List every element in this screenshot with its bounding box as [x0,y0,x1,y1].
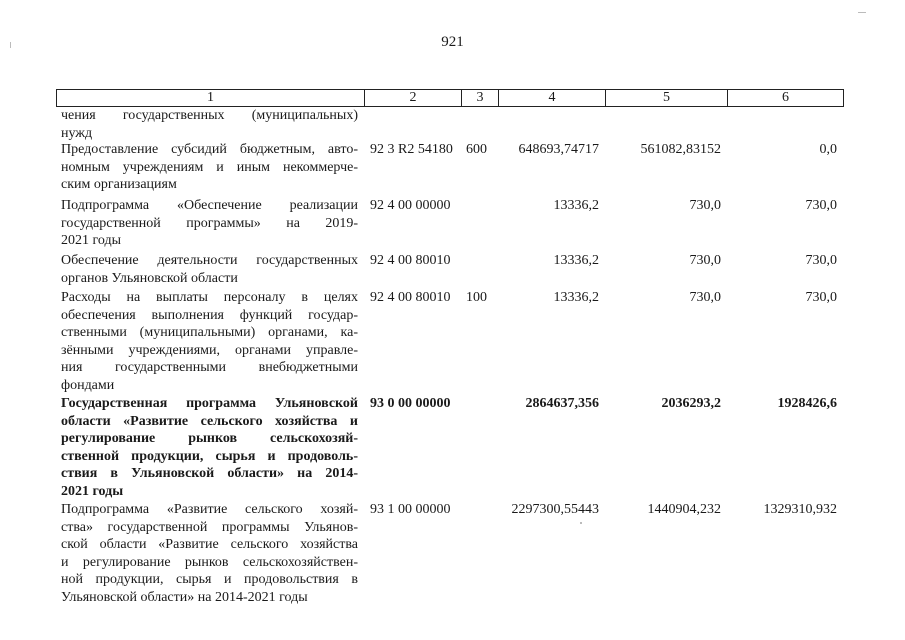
row-expense-type: 100 [466,290,487,305]
description-line: Обеспечение деятельности государственных [61,253,358,268]
description-line: ской области «Развитие сельского хозяйства [61,537,358,552]
description-line: Ульяновской области» на 2014-2021 годы [61,589,308,605]
description-line: номным учреждениям и иным некоммерче- [61,159,358,175]
description-line: нужд [61,125,93,141]
description-line: ственными (муниципальными) органами, ка- [61,325,358,340]
description-line: Государственная программа Ульяновской [61,396,358,411]
row-code: 92 3 R2 54180 [370,142,453,157]
header-col-1: 1 [57,90,365,107]
description-line: государственной программы» на 2019- [61,215,358,231]
table-row [0,107,905,141]
row-value-col6: 1329310,932 [763,502,837,517]
row-code: 93 1 00 00000 [370,502,451,517]
table-row [0,141,905,197]
scan-speck [10,42,11,48]
description-line: обеспечения выполнения функций государ- [61,307,358,323]
table-row [0,395,905,501]
header-col-6: 6 [728,90,844,107]
description-line: ствия в Ульяновской области» на 2014- [61,466,358,481]
row-value-col5: 2036293,2 [661,396,721,411]
description-line: ственной продукции, сырья и продоволь- [61,448,358,464]
row-description [61,289,358,394]
row-description [61,501,358,606]
row-value-col5: 730,0 [689,198,721,213]
description-line: Подпрограмма «Развитие сельского хозяй- [61,502,358,517]
description-line: ским организациям [61,177,177,192]
description-line: ной продукции, сырья и продовольствия в [61,572,358,587]
header-col-3: 3 [462,90,499,107]
description-line: области «Развитие сельского хозяйства и [61,413,358,429]
row-expense-type: 600 [466,142,487,157]
row-description [61,197,358,250]
description-line: ства» государственной программы Ульянов- [61,519,358,535]
row-value-col4: 13336,2 [553,290,599,305]
table-row [0,289,905,395]
table-row [0,197,905,252]
row-code: 93 0 00 00000 [370,396,451,411]
row-code: 92 4 00 00000 [370,198,451,213]
row-value-col4: 2864637,356 [525,396,599,411]
table-row [0,501,905,609]
row-code: 92 4 00 80010 [370,290,451,305]
row-value-col4: 13336,2 [553,253,599,268]
row-value-col6: 730,0 [805,290,837,305]
row-value-col6: 730,0 [805,253,837,268]
row-value-col5: 1440904,232 [647,502,721,517]
description-line: ния государственными внебюджетными [61,360,358,375]
row-value-col5: 561082,83152 [640,142,721,157]
description-line: 2021 годы [61,233,122,248]
description-line: и регулирование рынков сельскохозяйствен- [61,554,358,570]
row-code: 92 4 00 80010 [370,253,451,268]
description-line: фондами [61,377,115,393]
row-value-col6: 0,0 [819,142,837,157]
description-line: органов Ульяновской области [61,270,238,286]
row-description [61,252,358,287]
header-col-5: 5 [606,90,728,107]
description-line: 2021 годы [61,483,124,499]
description-line: Расходы на выплаты персоналу в целях [61,290,358,305]
description-line: регулирование рынков сельскохозяй- [61,431,358,446]
row-value-col4: 2297300,55443 [511,502,599,517]
page-number: 921 [441,34,464,50]
description-line: зёнными учреждениями, органами управле- [61,342,358,358]
row-value-col5: 730,0 [689,290,721,305]
row-description [61,107,358,142]
description-line: чения государственных (муниципальных) [61,108,358,123]
description-line: Предоставление субсидий бюджетным, авто- [61,142,358,157]
table-header [56,89,844,107]
scan-speck [858,12,866,13]
row-description [61,395,358,500]
description-line: Подпрограмма «Обеспечение реализации [61,198,358,213]
row-value-col4: 648693,74717 [518,142,599,157]
scan-speck [580,522,582,524]
row-description [61,141,358,194]
table-row [0,252,905,289]
row-value-col4: 13336,2 [553,198,599,213]
row-value-col5: 730,0 [689,253,721,268]
header-col-2: 2 [365,90,462,107]
row-value-col6: 730,0 [805,198,837,213]
table-body [0,107,905,609]
row-value-col6: 1928426,6 [777,396,837,411]
header-col-4: 4 [499,90,606,107]
